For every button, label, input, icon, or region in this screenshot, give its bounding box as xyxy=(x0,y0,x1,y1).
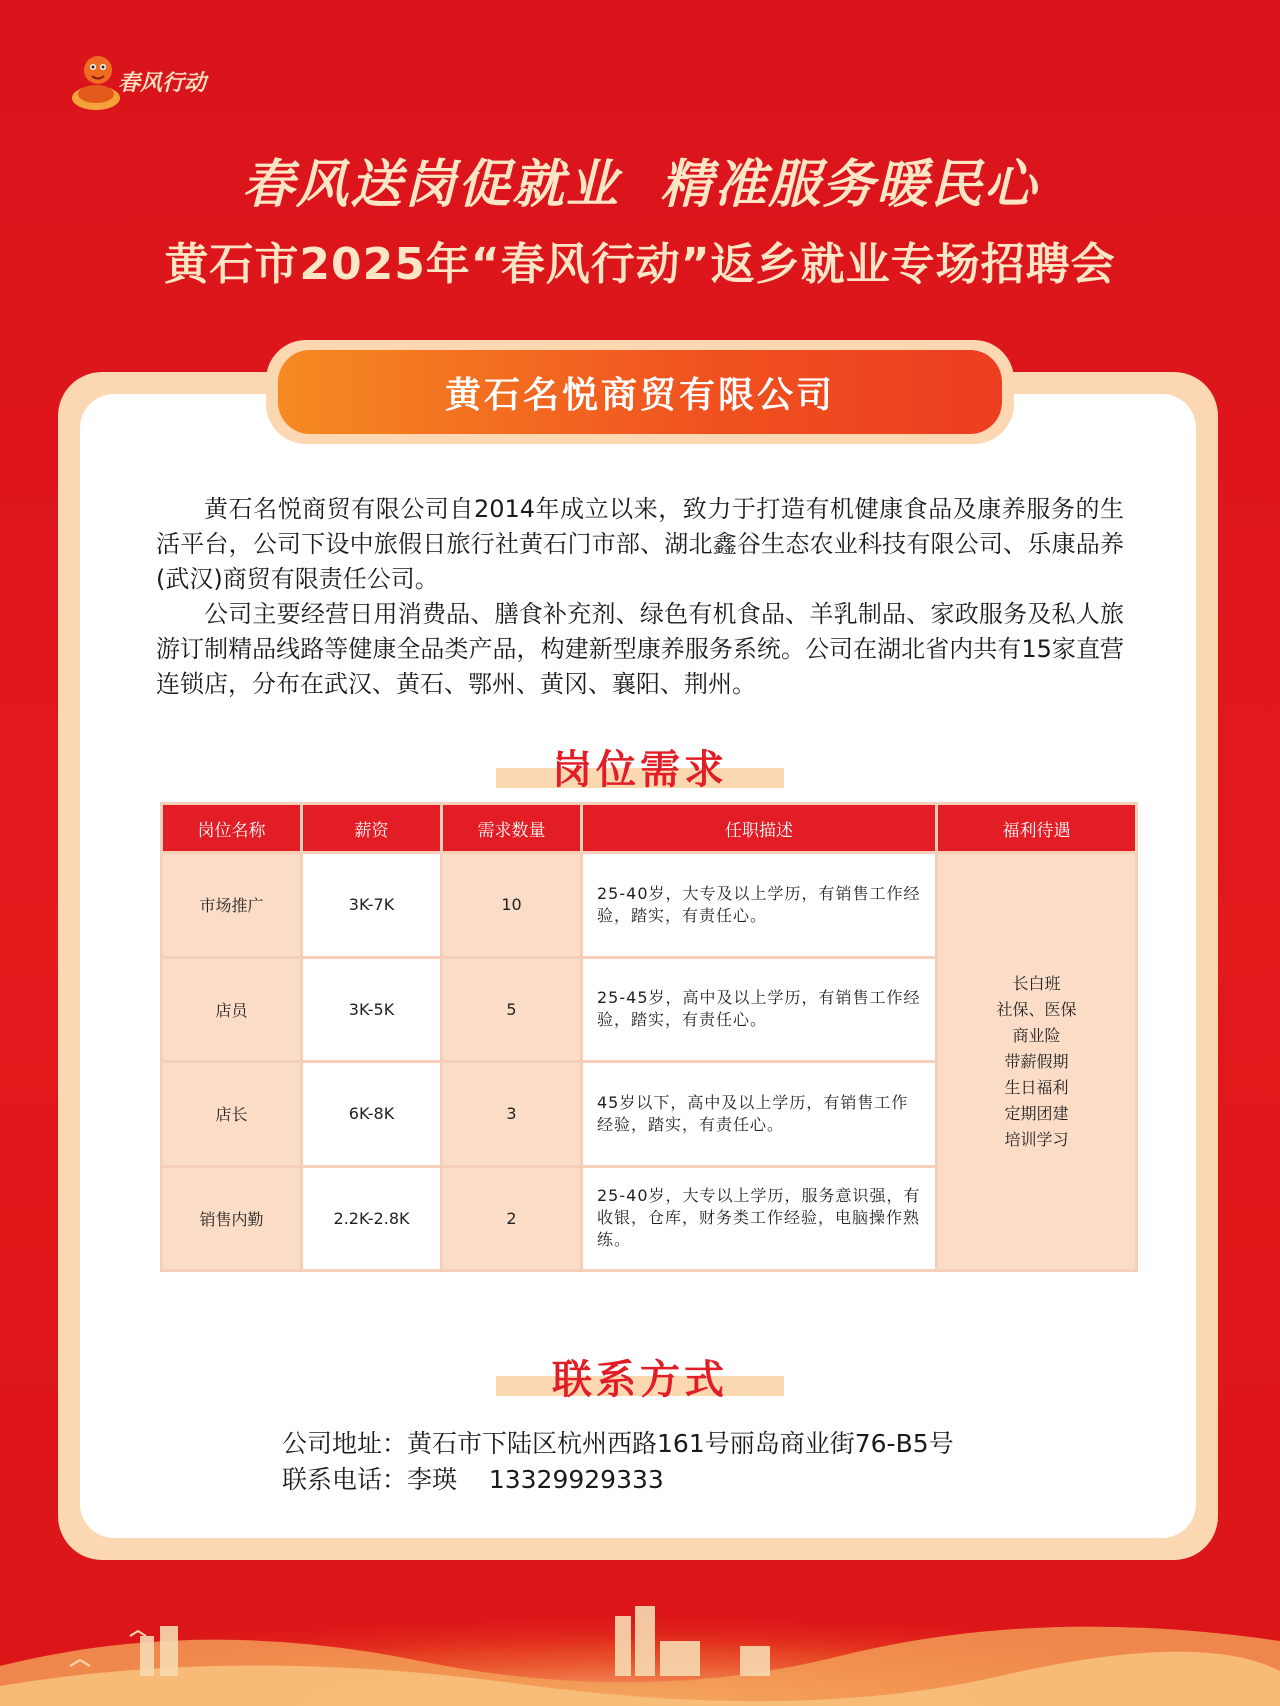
header-cell: 薪资 xyxy=(303,805,440,851)
city-skyline-decoration xyxy=(0,1546,1280,1706)
job-name-cell: 市场推广 xyxy=(163,854,300,956)
intro-paragraph: 黄石名悦商贸有限公司自2014年成立以来，致力于打造有机健康食品及康养服务的生活平台，公司下设中旅假日旅行社黄石门市部、湖北鑫谷生态农业科技有限公司、乐康品养(武汉)商贸有限责任公司。 xyxy=(156,495,1124,593)
benefit-item: 社保、医保 xyxy=(996,999,1077,1019)
spring-action-logo xyxy=(68,48,218,114)
salary-cell: 3K-7K xyxy=(303,854,440,956)
job-name-cell: 店长 xyxy=(163,1063,300,1165)
address-value: 黄石市下陆区杭州西路161号丽岛商业街76-B5号 xyxy=(407,1429,954,1458)
jobs-heading xyxy=(0,738,1280,795)
page-title: 黄石市2025年“春风行动”返乡就业专场招聘会 xyxy=(164,239,1116,290)
phone-label: 联系电话： xyxy=(282,1465,408,1494)
company-intro xyxy=(156,492,1124,702)
benefit-item: 定期团建 xyxy=(1004,1103,1069,1123)
logo-text: 春风行动 xyxy=(118,70,207,96)
jobs-heading-text: 岗位需求 xyxy=(552,747,728,793)
table-header-row xyxy=(163,805,1135,851)
description-cell: 25-45岁，高中及以上学历，有销售工作经验，踏实，有责任心。 xyxy=(583,959,935,1061)
description-cell: 25-40岁，大专以上学历，服务意识强，有收银，仓库，财务类工作经验，电脑操作熟练。 xyxy=(583,1168,935,1270)
slogan: 春风送岗促就业 精准服务暖民心 xyxy=(241,154,1039,215)
salary-cell: 6K-8K xyxy=(303,1063,440,1165)
company-name: 黄石名悦商贸有限公司 xyxy=(444,374,835,416)
salary-cell: 2.2K-2.8K xyxy=(303,1168,440,1270)
header-cell: 岗位名称 xyxy=(163,805,300,851)
contact-heading xyxy=(0,1348,1280,1405)
address-label: 公司地址： xyxy=(282,1429,408,1458)
intro-paragraph: 公司主要经营日用消费品、膳食补充剂、绿色有机食品、羊乳制品、家政服务及私人旅游订制精品线路等健康全品类产品，构建新型康养服务系统。公司在湖北省内共有15家直营连锁店，分布在武汉、黄石、鄂州、黄冈、襄阳、荆州。 xyxy=(156,600,1124,698)
table-row xyxy=(163,854,1135,956)
count-cell: 2 xyxy=(443,1168,580,1270)
phone-number: 13329929333 xyxy=(488,1465,664,1494)
benefit-item: 生日福利 xyxy=(1004,1077,1069,1097)
salary-cell: 3K-5K xyxy=(303,959,440,1061)
count-cell: 3 xyxy=(443,1063,580,1165)
jobs-table xyxy=(160,802,1138,1272)
header-cell: 福利待遇 xyxy=(938,805,1135,851)
description-cell: 45岁以下，高中及以上学历，有销售工作经验，踏实，有责任心。 xyxy=(583,1063,935,1165)
benefits-cell xyxy=(938,854,1135,1269)
job-name-cell: 销售内勤 xyxy=(163,1168,300,1270)
phone-row xyxy=(282,1462,954,1498)
job-name-cell: 店员 xyxy=(163,959,300,1061)
benefit-item: 培训学习 xyxy=(1004,1129,1069,1149)
header-cell: 任职描述 xyxy=(583,805,935,851)
description-cell: 25-40岁，大专及以上学历，有销售工作经验，踏实，有责任心。 xyxy=(583,854,935,956)
company-banner xyxy=(278,350,1002,434)
benefit-item: 商业险 xyxy=(1012,1025,1061,1045)
count-cell: 10 xyxy=(443,854,580,956)
contact-info xyxy=(282,1426,954,1498)
address-row xyxy=(282,1426,954,1462)
contact-heading-text: 联系方式 xyxy=(552,1357,728,1403)
header-cell: 需求数量 xyxy=(443,805,580,851)
benefit-item: 带薪假期 xyxy=(1004,1051,1069,1071)
count-cell: 5 xyxy=(443,959,580,1061)
benefit-item: 长白班 xyxy=(1012,973,1061,993)
contact-person: 李瑛 xyxy=(407,1465,458,1494)
